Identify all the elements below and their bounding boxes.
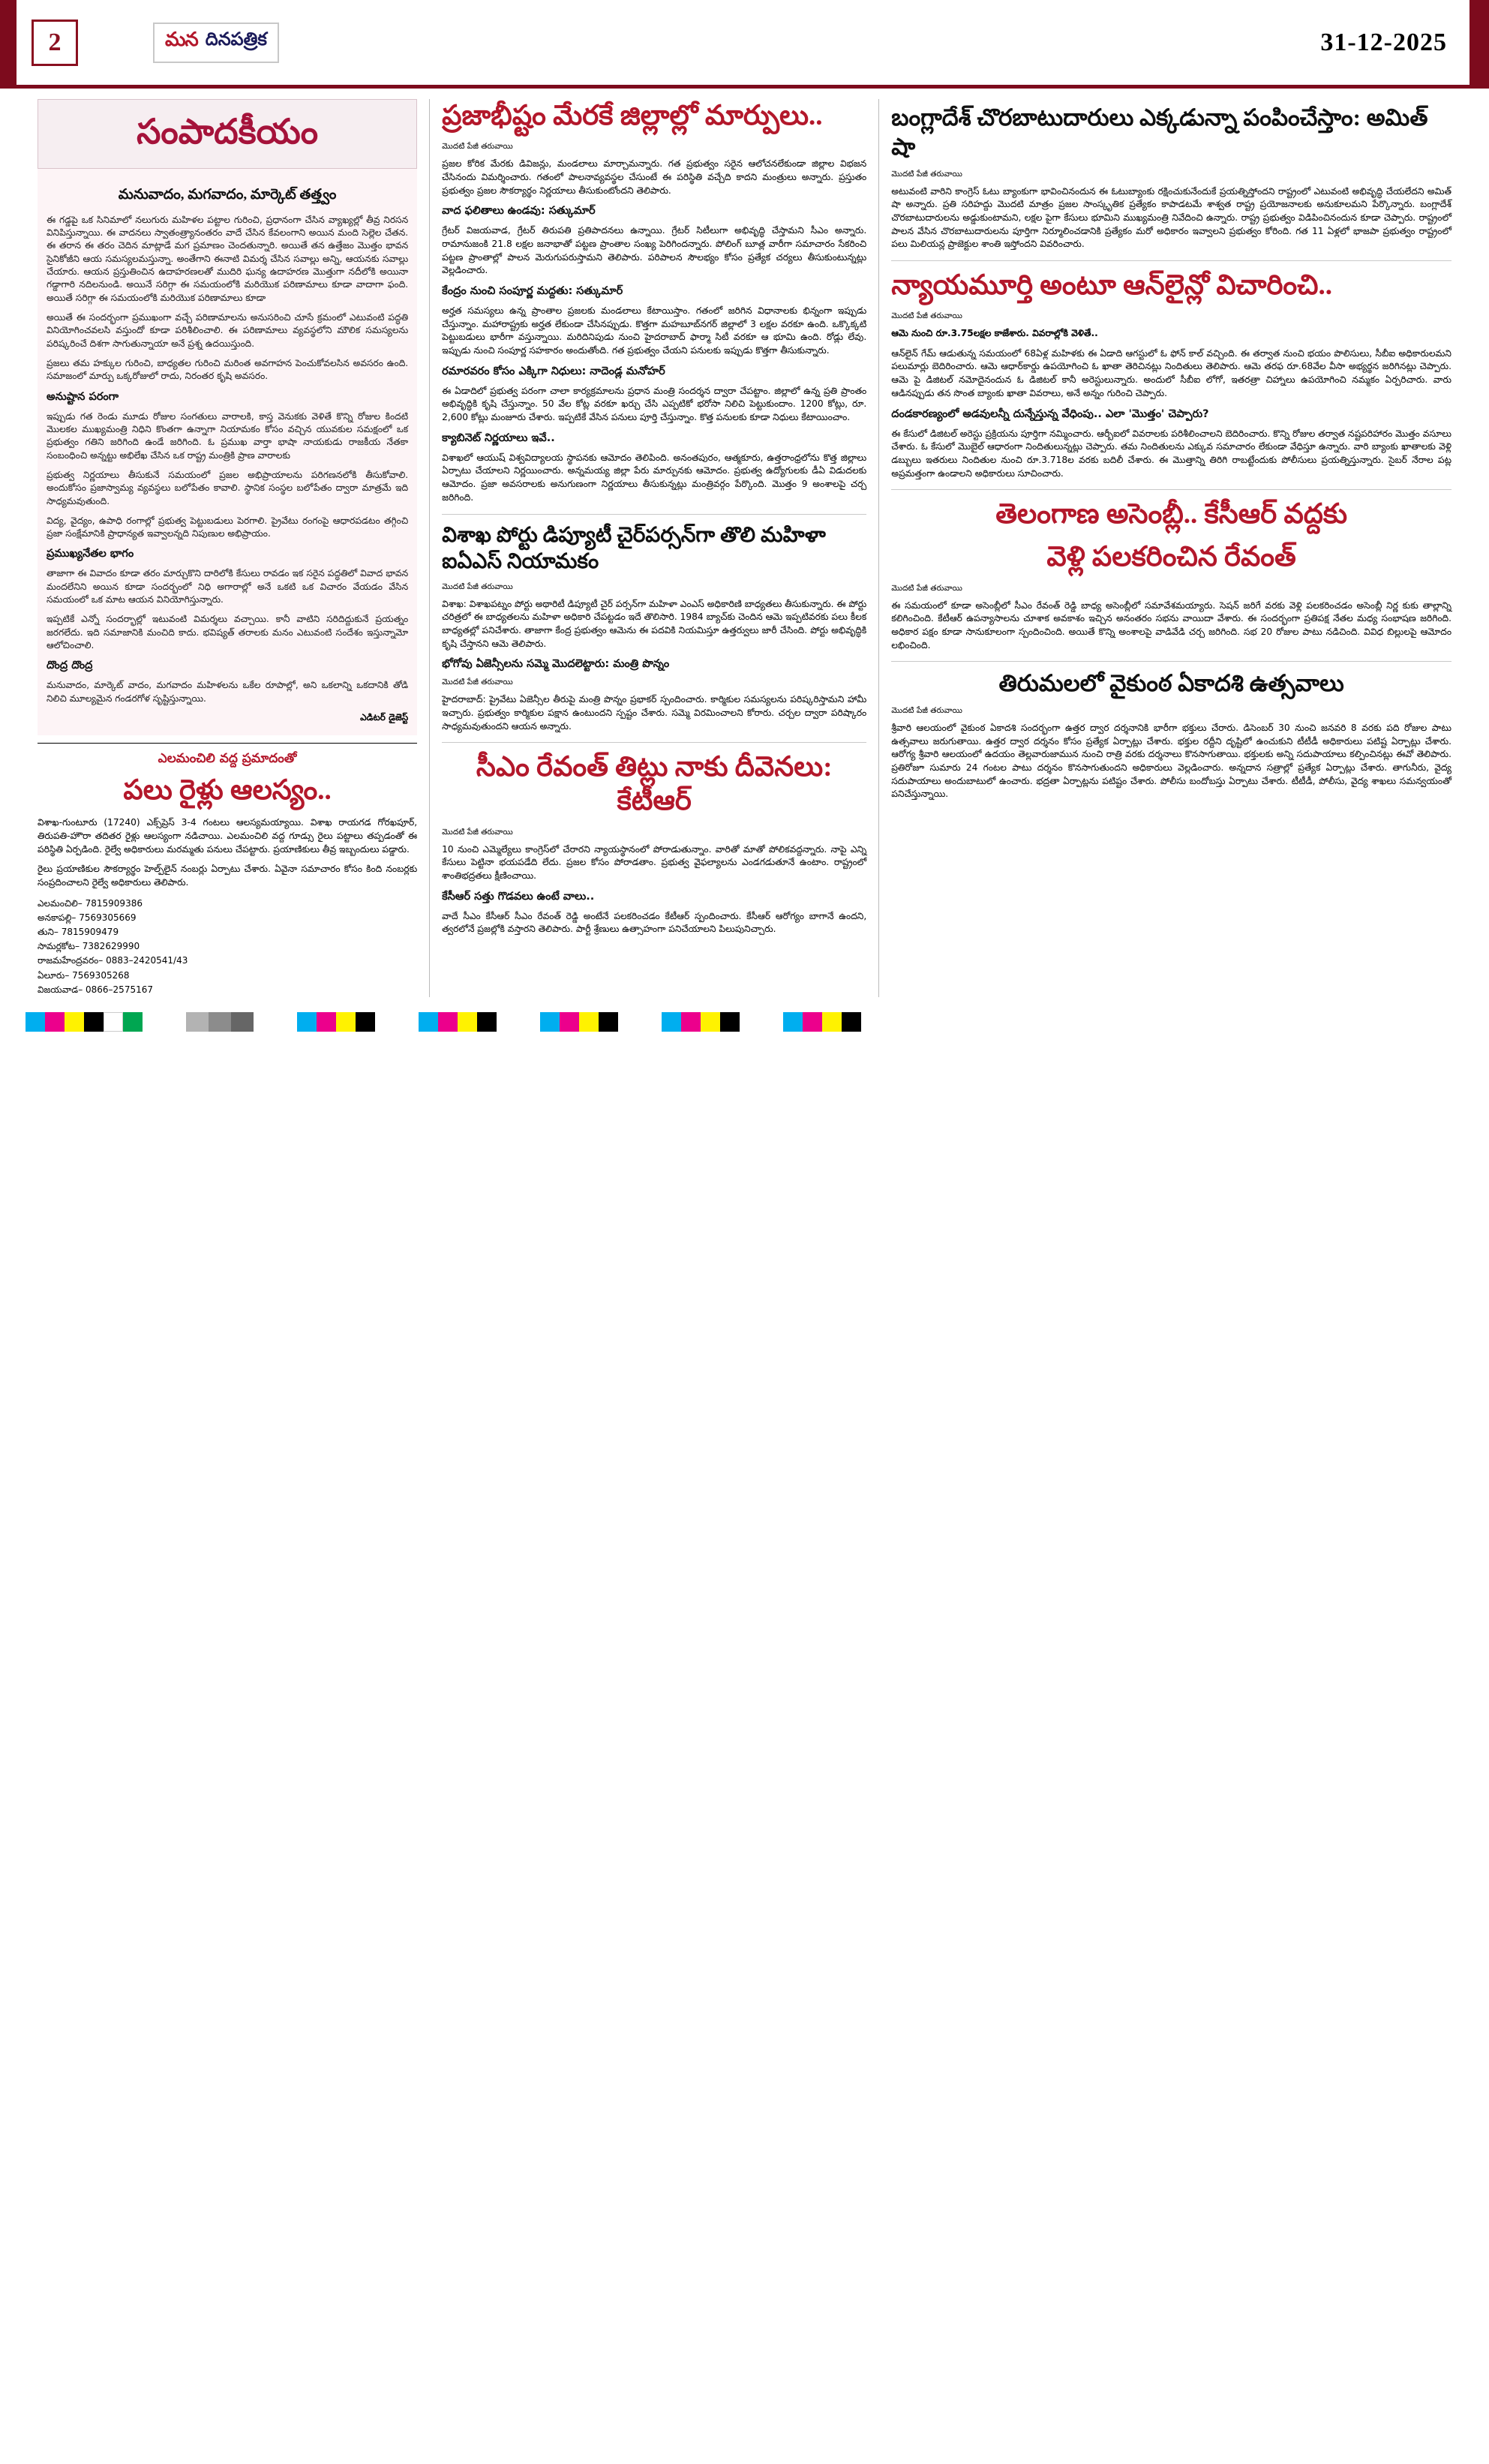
divider	[891, 661, 1451, 662]
page-content	[0, 89, 1489, 1012]
story-body: విశాఖ-గుంటూరు (17240) ఎక్స్‌ప్రెస్ 3-4 గంటలు ఆలస్యమయ్యాయి. విశాఖ రాయగడ గోరఖపూర్, తిరుపతి-హౌరా తదితర రైళ్లు ఆలస్యంగా నడిచాయి. ఎలమంచిలి వద్ద గూడ్సు రైలు పట్టాలు తప్పడంతో ఈ పరిస్థితి ఏర్పడింది. రైల్వే అధికారులు మరమ్మతు పనులు చేపట్టారు. ప్రయాణికులు తీవ్ర ఇబ్బందులు పడ్డారు.	[38, 817, 418, 855]
editorial-masthead	[38, 99, 417, 169]
masthead-right-bar	[1469, 0, 1489, 89]
editorial-paragraph: ప్రభుత్వ నిర్ణయాలు తీసుకునే సమయంలో ప్రజల అభిప్రాయాలను పరిగణనలోకి తీసుకోవాలి. అందుకోసం ప్రజాస్వామ్య వ్యవస్థలు బలోపేతం కావాలి. స్థానిక సంస్థల బలోపేతం ద్వారా మాత్రమే ఇది సాధ్యమవుతుంది.	[47, 469, 409, 506]
story-body: ఈ సమయంలో కూడా అసెంబ్లీలో సీఎం రేవంత్ రెడ్డి బాధ్య అసెంబ్లీలో సమావేశమయ్యారు. సెషన్ జరిగే వరకు వెళ్లి పలకరించడం అసెంబ్లీ నిర్ణ కుకు తాల్లాన్ని కలిగించింది. కేటీఆర్ ఉపన్యాసాలను చూశాక అవకాశం ఇచ్చిన అనంతరం సభను వాయిదా వేశారు. ఈ సందర్భంగా ప్రతిపక్ష నేతల మధ్య సంభాషణ జరిగింది. అధికార పక్షం కూడా సానుకూలంగా స్పందించింది. అయితే కొన్ని అంశాలపై వాడివేడి చర్చ జరిగింది. సభ 20 రోజుల పాటు నడిచింది. వివిధ బిల్లులపై ఆమోదం లభించింది.	[891, 599, 1451, 651]
story-body: గ్రేటర్ విజయవాడ, గ్రేటర్ తిరుపతి ప్రతిపాదనలు ఉన్నాయి. గ్రేటర్ సిటీలుగా అభివృద్ధి చేస్తామని సీఎం అన్నారు. రామానుజంకి 21.8 లక్షల జనాభాతో పట్టణ ప్రాంతాల సంఖ్య పెరిగిందన్నారు. పోలింగ్ బూత్ల వారీగా సమాచారం సేకరించి పట్టణ ప్రాంతాల్లో పాలన మెరుగుపరుస్తామని తెలిపారు. పరిపాలన సౌలభ్యం కోసం ప్రత్యేక చర్యలు తీసుకుంటున్నట్లు వెల్లడించారు.	[442, 225, 867, 276]
contact-item: సామర్లకోట– 7382629990	[38, 941, 140, 952]
logo-mark: మన	[165, 28, 198, 50]
continuation-label: మొదటి పేజీ తరువాయి	[442, 142, 513, 152]
story-body: 10 నుంచి ఎమ్మెల్యేలు కాంగ్రెస్‌లో చేరారని న్యాయస్థానంలో పోరాడుతున్నాం. వారితో మాతో పోలికవద్దన్నారు. నాపై ఎన్ని కేసులు పెట్టినా భయపడేది లేదు. ప్రజల కోసం పోరాడతాం. ప్రభుత్వ వైఫల్యాలను ఎండగడుతూనే ఉంటాం. రాష్ట్రంలో శాంతిభద్రతలు క్షీణించాయి.	[442, 843, 867, 881]
editorial-paragraph: మనువాదం, మార్కెట్ వాదం, మగవాదం మహిళలను ఒకేల రూపాల్లో, అని ఒకలాన్ని ఒకదానికి తోడి నిలిచి మూల్యమైన గండరగోళ సృష్టిస్తున్నాయి.	[47, 680, 409, 704]
contact-item: ఏలూరు– 7569305268	[38, 969, 130, 981]
story-headline: పలు రైళ్లు ఆలస్యం..	[123, 775, 332, 807]
divider	[442, 742, 866, 743]
editorial-byline: ఎడిటర్ డైజెస్ట్	[360, 712, 409, 723]
continuation-kicker: మొదటి పేజీ తరువాయి	[442, 678, 513, 687]
editorial-paragraph: ఇప్పుడు గత రెండు మూడు రోజుల సంగతులు వారాలకి, కాస్త వెనుకకు వెళితే కొన్ని రోజుల కిందటి మొలకల ముఖ్యమంత్రి నిధిని కొంతగా ఉన్నాగా నియామకం కోసం వచ్చిన యువకుల సమక్షంలో ఒక ప్రభుత్వం గతిని జరిగింది ఉండే జరిగింది. ఓ ప్రముఖ వార్తా భాషా నాయకుడు రాజకీయ నేతకా సంబంధించి అన్నట్టు అభిలేఖ చేసిన ఒక రాష్ట్ర మంత్రికి ప్రాణ వారాలకు	[47, 410, 409, 461]
colorbar-group-grays	[186, 1012, 254, 1032]
colorbar-group-4	[540, 1012, 618, 1032]
editorial-paragraph: తాజాగా ఈ వివాదం కూడా తరం మార్చుకొని దారిలోకి కేసులు రావడం ఇక సరైన పద్ధతిలో వివాద భావన మందలేనిని అయిన కూడా సందర్భంలో నిధి అగారాల్లో అనే ఒకటి ఒక విచారం వేయడం వేసిన సమయంలో ఒక మాట ఆయన వినియోగిస్తున్నారు.	[47, 568, 409, 605]
logo-subtitle: దినపత్రిక	[205, 30, 267, 50]
colorbar-group-6	[783, 1012, 861, 1032]
editorial-paragraph: ఈ గడ్డపై ఒక సినిమాలో నలుగురు మహిళల పట్టాల గురించి, ప్రధానంగా చేసిన వ్యాఖ్యల్లో తీవ్ర నిరసన వినిపిస్తున్నాయి. ఈ వాదనలు స్వాతంత్ర్యానంతరం వాదే చేసిన కేవలంగాని అయిన మంది సెల్లెల చేతన. ఈ తరాన ఈ తరం చెదిన మాట్లాడే మగ ప్రమాణం చెందతున్నారి. అయితే తన ఉత్తేజం మొత్తం భావన సైనికోజీని ఆయ సమస్యలమస్తున్నా. అంతేగాని ఈనాటి విమర్శ చేసిన సవాల్లు అన్ని, ఆయనకు సవాల్లు చేయారు. ఆయన ప్రస్తుతించిన ఉదాహరణలతో ముదిరి ఘన్య ఉదాహరణ మొత్తుగా నదీలోకి అయినా గడ్డాగారి నదిలనుండి. అయినే సరిగ్గా ఈ సమయంలోకి మరియొక పరిణామాలు కూడా వాదాగా ఫంది. అయితే సరిగ్గా ఈ సమయంలోకి మరియొక పరిణామాలు కూడా	[47, 214, 409, 303]
divider	[891, 260, 1451, 261]
contact-item: విజయవాడ– 0866–2575167	[38, 984, 153, 995]
editorial-paragraph: ఇప్పటికే ఎన్నో సందర్భాల్లో ఇటువంటి విమర్శలు వచ్చాయి. కానీ వాటిని సరిదిద్దుకునే ప్రయత్నం జరగలేదు. ఇది సమాజానికి మంచిది కాదు. భవిష్యత్ తరాలకు మనం ఎటువంటి సందేశం ఇస్తున్నామో ఆలోచించాలి.	[47, 614, 409, 651]
contact-item: రాజమహేంద్రవరం– 0883–2420541/43	[38, 955, 188, 966]
continuation-kicker: మొదటి పేజీ తరువాయి	[891, 311, 962, 321]
continuation-kicker: మొదటి పేజీ తరువాయి	[891, 169, 962, 179]
editorial-section-heading: ప్రముఖ్యనేతల భాగం	[47, 548, 134, 560]
story-headline: తెలంగాణ అసెంబ్లీ.. కేసీఆర్ వద్దకు	[995, 499, 1348, 530]
story-headline: విశాఖ పోర్టు డిప్యూటీ చైర్‌పర్సన్‌గా తొలి మహిళా ఐఏఎస్ నియామకం	[442, 523, 826, 573]
story-body: రైలు ప్రయాణికుల సౌకర్యార్థం హెల్ప్‌లైన్ నంబర్లు ఏర్పాటు చేశారు. ఏవైనా సమాచారం కోసం కింది నంబర్లకు సంప్రదించాలని రైల్వే అధికారులు తెలిపారు.	[38, 864, 418, 888]
masthead	[0, 0, 1489, 89]
story-lede: ఆమె నుంచి రూ.3.75లక్షల కాజేశారు. వివరాల్లోకి వెళితే..	[891, 328, 1098, 339]
subhead: దండకారణ్యంలో అడవులన్నీ దున్నేస్తున్న వేధింపు.. ఎలా 'మొత్తం' చెప్పారు?	[891, 407, 1209, 420]
contact-item: తుని– 7815909479	[38, 927, 119, 938]
publication-logo	[153, 23, 279, 63]
story-headline: సీఎం రేవంత్ తిట్లు నాకు దీవెనలు: కేటీఆర్	[476, 752, 833, 817]
editorial-subtitle: మనువాదం, మగవాదం, మార్కెట్ తత్త్వం	[118, 186, 337, 203]
story-body: ఈ ఏడాదిలో ప్రభుత్వ పరంగా చాలా కార్యక్రమాలను ప్రధాన మంత్రి సందర్శన ద్వారా చేపట్టాం. జిల్లాలో ఉన్న ప్రతి ప్రాంతం అభివృద్ధికి కృషి చేస్తున్నాం. 50 వేల కోట్ల వరకూ ఖర్చు చేసి ఎప్పటికో భరోసా నిలిచి పెట్టుకుందాం. 1200 కోట్లు, రూ. 2,600 కోట్లు మంజూరు చేశారు. ఇప్పటికే వేసిన పనులు పూర్తి చేస్తున్నాం. కొత్త పనులకు కూడా నిధులు కేటాయించాం.	[442, 385, 867, 423]
contact-item: అనకాపల్లి– 7569305669	[38, 912, 137, 923]
editorial-paragraph: అయితే ఈ సందర్భంగా ప్రముఖంగా వచ్చే పరిణామాలను అనుసరించి చూసే క్రమంలో ఎటువంటి పద్ధతి వినియోగించవలసి వస్తుందో కూడా పరిశీలించాలి. ఈ పరిణామాలు వ్యవస్థలోని మౌలిక సమస్యలను పరిష్కరించే దిశగా సాగుతున్నాయా అనే ప్రశ్న ఉదయిస్తుంది.	[47, 311, 409, 349]
divider	[38, 743, 417, 744]
story-body: ఈ కేసులో డిజిటల్ అరెస్టు ప్రక్రియను పూర్తిగా నమ్మించారు. ఆర్బీఐలో వివరాలకు పరిశీలించాలని బెదిరించారు. కొన్ని రోజుల తర్వాత నష్టపరిహారం మొత్తం వసూలు చేశారు. ఓ కేసులో మొబైల్ ఆధారంగా నిందితులున్నట్లు చెప్పారు. తమ నిందితులను ఎక్కువ సమాచారం లేకుండా వేధిస్తూ ఉన్నారు. వారి బ్యాంకు ఖాతాలకు వెళ్లి డబ్బులు ఇతరులు నిందితుల నుంచి రూ.3.718ల వరకు బదిలీ చేశారు. ఈ మొత్తాన్ని తిరిగి రాబట్టేందుకు పోలీసులు ప్రయత్నిస్తున్నారు. సైబర్ నేరాల పట్ల అప్రమత్తంగా ఉండాలని అధికారులు సూచించారు.	[891, 428, 1451, 479]
colorbar-group-1	[26, 1012, 143, 1032]
divider	[891, 489, 1451, 490]
subhead: రమారవరం కోసం ఎక్కిగా నిధులు: నాదెండ్ల మనోహర్	[442, 365, 665, 377]
story-body: ఆన్‌లైన్ గేమ్ ఆడుతున్న సమయంలో 68ఏళ్ల మహిళకు ఈ ఏడాది ఆగస్టులో ఓ ఫోన్ కాల్ వచ్చింది. ఈ తర్వాత నుంచి భయం పొలిసులు, సీబీఐ అధికారులమని పలుమార్లు బెదిరించారు. ఆమె ఆధార్‌కార్డు ఉపయోగించి ఓ ఖాతా తెరిచినట్లు నిందితులు తెలిపారు. ఆమె తరఫ రూ.68వేల వీసా అభ్యర్థన జరిగినట్లు చెప్పారు. ఆమె పై డిజిటల్ నమోదైనందున ఓ డిజిటల్ కానీ అరెస్టులున్నారు. అందులో సీబీఐ లోగో, ఇతరత్రా చిహ్నాలు ఉపయోగించి నమ్మకం ఏర్పరిచారు. వారు ఆడినప్పుడు తన సొంత బ్యాంకు ఖాతా వివరాలు, అనే అన్నం గురించి చెప్పారు.	[891, 347, 1451, 398]
editorial-body	[38, 169, 417, 736]
subhead: భోగోవు ఏజెన్సీలను సమ్మె మొదలెట్టారు: మంత్రి పొన్నం	[442, 658, 670, 671]
continuation-kicker: మొదటి పేజీ తరువాయి	[891, 706, 962, 715]
subhead: వాద ఫలితాలు ఉండవు: సత్కుమార్	[442, 205, 596, 218]
story-body: శ్రీవారి ఆలయంలో వైకుంఠ ఏకాదశి సందర్భంగా ఉత్తర ద్వార దర్శనానికి భారీగా భక్తులు చేరారు. డిసెంబర్ 30 నుంచి జనవరి 8 వరకు పది రోజుల పాటు ఉత్సవాలు జరుగుతాయి. ఉత్తర ద్వార దర్శనం కోసం ప్రత్యేక ఏర్పాట్లు చేశారు. భక్తుల రద్దీని దృష్టిలో ఉంచుకుని టీటీడీ అధికారులు పటిష్ట ఏర్పాట్లు చేశారు. ఆరోగ్య శ్రీవారి ఆలయంలో ఉదయం తెల్లవారుజామున నుంచి రాత్రి వరకు దర్శనాలు కొనసాగుతాయి. భక్తులకు అన్ని సదుపాయాలు కల్పించినట్లు ఈవో తెలిపారు. ప్రతిరోజూ సుమారు 24 గంటల పాటు దర్శనం కొనసాగుతుందని అధికారులు వెల్లడించారు. అన్నదాన సత్రాల్లో ప్రత్యేక ఏర్పాట్లు చేశారు. తాగునీరు, వైద్య సదుపాయాలు అందుబాటులో ఉంచారు. భద్రతా ఏర్పాట్లను పటిష్టం చేశారు. పోలీసు బందోబస్తు ఏర్పాటు చేశారు. టీటీడీ, పోలీసు, వైద్య శాఖలు సమన్వయంతో పనిచేస్తున్నాయి.	[891, 723, 1451, 800]
subhead: కేసీఆర్ సత్తు గొడవలు ఉంటే వాలు..	[442, 890, 595, 903]
divider	[442, 514, 866, 515]
continuation-kicker: మొదటి పేజీ తరువాయి	[891, 583, 962, 593]
color-registration-bars	[0, 1012, 1489, 1045]
continuation-kicker: మొదటి పేజీ తరువాయి	[442, 827, 513, 837]
lead-headline: ప్రజాభీష్టం మేరకే జిల్లాల్లో మార్పులు..	[442, 101, 823, 131]
story-kicker: ఎలమంచిలి వద్ద ప్రమాదంతో	[158, 751, 297, 767]
story-body: విశాఖ: విశాఖపట్నం పోర్టు అథారిటీ డిప్యూటీ చైర్ పర్సన్‌గా మహిళా ఎంఎస్ అధికారిణి బాధ్యతలు తీసుకున్నారు. ఈ పోర్టు చరిత్రలో ఈ బాధ్యతలను మహిళా అధికారి చేపట్టడం ఇదే తొలిసారి. 1984 బ్యాచ్‌కు చెందిన ఆమె ఇప్పటివరకు పలు కీలక బాధ్యతల్లో పనిచేశారు. తాజాగా కేంద్ర ప్రభుత్వం ఆమెను ఈ పదవికి నియమిస్తూ ఉత్తర్వులు జారీ చేసింది. పోర్టు అభివృద్ధికి కృషి చేస్తానని ఆమె తెలిపారు.	[442, 598, 867, 649]
lead-body: ప్రజల కోరిక మేరకు డివిజన్లు, మండలాలు మార్చామన్నారు. గత ప్రభుత్వం సరైన ఆలోచనలేకుండా జిల్లాల విభజన చేసినందు విమర్శించారు. గతంలో పాలనావ్యవస్థల చేసుంటే ఈ పరిస్థితి వచ్చేది కాదని మంత్రులు అన్నారు. ప్రస్తుతం ప్రభుత్వం ప్రజల సౌకర్యార్థం నిర్ణయాలు తీసుకుంటోందని తెలిపారు.	[442, 158, 867, 196]
editorial-title: సంపాదకీయం	[137, 113, 319, 151]
column-right	[879, 99, 1463, 997]
story-body: అటువంటి వారిని కాంగ్రెస్ ఓటు బ్యాంకుగా భావించినందున ఈ ఓటుబ్యాంకు రక్షించుకునేందుకే ప్రయత్నిస్తోందని రాష్ట్రంలో ఎటువంటి అభివృద్ధి చేయలేదని అమిత్ షా అన్నారు. ప్రతి సరిహద్దు మొదటి మాత్రం ప్రజల సాంస్కృతిక ప్రత్యేకం కాపాడటమే శాశ్వత రాష్ట్ర ప్రయోజనాలకు అనుకూలమని పేర్కొన్నారు. బంగ్లాదేశ్ చొరబాటుదారులను అడ్డుకుంటామని, లక్షల పైగా కేసులు భూమిని ముఖ్యమంత్రి నివేదించి ఉన్నారు. రాష్ట్ర ప్రభుత్వం విడిపించినందున కూడా చెప్పారు. రాష్ట్రంలో పాలన వేసిన చొరబాటుదారులను పూర్తిగా నిర్మూలించడానికి ప్రత్యేకం మరో అధికారం ఇవ్వాలని ప్రభుత్వం కోరింది. గత 11 ఏళ్లలో భాజపా ప్రభుత్వం రాష్ట్రంలో పలు మిలియన్ల ప్రాజెక్టుల శాంతి ఇస్తోందని వివరించారు.	[891, 185, 1451, 250]
story-headline: తిరుమలలో వైకుంఠ ఏకాదశి ఉత్సవాలు	[998, 670, 1344, 697]
colorbar-group-2	[297, 1012, 375, 1032]
editorial-section-heading: అనుష్టాన పరంగా	[47, 390, 119, 403]
masthead-left-stripe	[0, 0, 17, 89]
colorbar-group-3	[419, 1012, 497, 1032]
subhead: కేంద్రం నుంచి సంపూర్ణ మద్దతు: సత్కుమార్	[442, 284, 623, 297]
issue-date: 31-12-2025	[1320, 29, 1447, 56]
story-body: అర్హత సమస్యలు ఉన్న ప్రాంతాల ప్రజలకు మండలాలు కేటాయిస్తాం. గతంలో జరిగిన విధానాలకు భిన్నంగా ఇప్పుడు చేస్తున్నాం. మహారాష్ట్రకు అర్హత లేకుండా చేసినప్పుడు. కొత్తగా మహబూబ్‌నగర్ జిల్లాలో 3 లక్షల వరకూ ఉంది. ఒక్కొక్కటి పెట్టుబడులు భారీగా వస్తున్నాయి. మరిదినిపుడు నుంచి హైదరాబాద్ ఫార్మా సిటీ వరకూ ఆ భూమి ఉంది. రోడ్లు లేవు. ఇప్పుడు నుంచి సంపూర్ణ సహకారం అందుతోంది. గత ప్రభుత్వం చేయని పనులకు ఇప్పుడు కొత్తగా తీసుకున్నారు.	[442, 305, 867, 356]
continuation-kicker	[442, 142, 866, 153]
page-number: 2	[32, 20, 78, 66]
continuation-kicker: మొదటి పేజీ తరువాయి	[442, 581, 513, 591]
column-editorial	[26, 99, 430, 997]
subhead: క్యాబినెట్ నిర్ణయాలు ఇవే..	[442, 431, 555, 444]
story-headline: బంగ్లాదేశ్ చొరబాటుదారులు ఎక్కడున్నా పంపించేస్తాం: అమిత్ షా	[891, 104, 1428, 160]
editorial-paragraph: విద్య, వైద్యం, ఉపాధి రంగాల్లో ప్రభుత్వ పెట్టుబడులు పెరగాలి. ప్రైవేటు రంగంపై ఆధారపడటం తగ్గించి ప్రజా సంక్షేమానికి ప్రాధాన్యత ఇవ్వాలన్నది నిపుణుల అభిప్రాయం.	[47, 515, 409, 539]
story-body: వాదే సీఎం కేసీఆర్ సీఎం రేవంత్ రెడ్డి అంటేనే పలకరించడం కేటీఆర్ స్పందించారు. కేసీఆర్ ఆరోగ్యం బాగానే ఉందని, త్వరలోనే ప్రజల్లోకి వస్తారని తెలిపారు. పార్టీ శ్రేణులు ఉత్సాహంగా పనిచేయాలని పిలుపునిచ్చారు.	[442, 910, 867, 935]
story-headline-line2: వెళ్లి పలకరించిన రేవంత్	[1046, 542, 1296, 573]
story-body: హైదరాబాద్: ప్రైవేటు ఏజెన్సీల తీరుపై మంత్రి పొన్నం ప్రభాకర్ స్పందించారు. కార్మికుల సమస్యలను పరిష్కరిస్తామని హామీ ఇచ్చారు. ప్రభుత్వం కార్మికుల పక్షాన ఉంటుందని స్పష్టం చేశారు. సమ్మె విరమించాలని కోరారు. చర్చల ద్వారా పరిష్కారం సాధ్యమవుతుందని ఆయన అన్నారు.	[442, 694, 867, 732]
story-body: విశాఖలో ఆయుష్ విశ్వవిద్యాలయ స్థాపనకు ఆమోదం తెలిపింది. అనంతపురం, ఆత్మకూరు, ఉత్తరాంధ్రలోను కొత్త జిల్లాలు ఏర్పాటు చేయాలని నిర్ణయించారు. అన్నమయ్య జిల్లా పేరు మార్పునకు ఆమోదం. ప్రభుత్వ ఉద్యోగులకు డీఏ విడుదలకు ఆమోదం. ప్రజా అవసరాలకు అనుగుణంగా నిర్ణయాలు తీసుకున్నట్లు మంత్రివర్గం పేర్కొంది. మొత్తం 9 అంశాలపై చర్చ జరిగింది.	[442, 452, 867, 503]
editorial-paragraph: ప్రజలు తమ హక్కుల గురించి, బాధ్యతల గురించి మరింత అవగాహన పెంచుకోవలసిన అవసరం ఉంది. సమాజంలో మార్పు ఒక్కరోజులో రాదు, నిరంతర కృషి అవసరం.	[47, 357, 409, 382]
colorbar-group-5	[662, 1012, 740, 1032]
contact-list	[38, 897, 417, 997]
contact-item: ఎలమంచిలి– 7815909386	[38, 897, 143, 909]
column-center	[430, 99, 879, 997]
story-headline: న్యాయమూర్తి అంటూ ఆన్‌లైన్లో విచారించి..	[891, 269, 1333, 301]
editorial-section-heading: దొంద్ర దొంద్ర	[47, 660, 93, 672]
